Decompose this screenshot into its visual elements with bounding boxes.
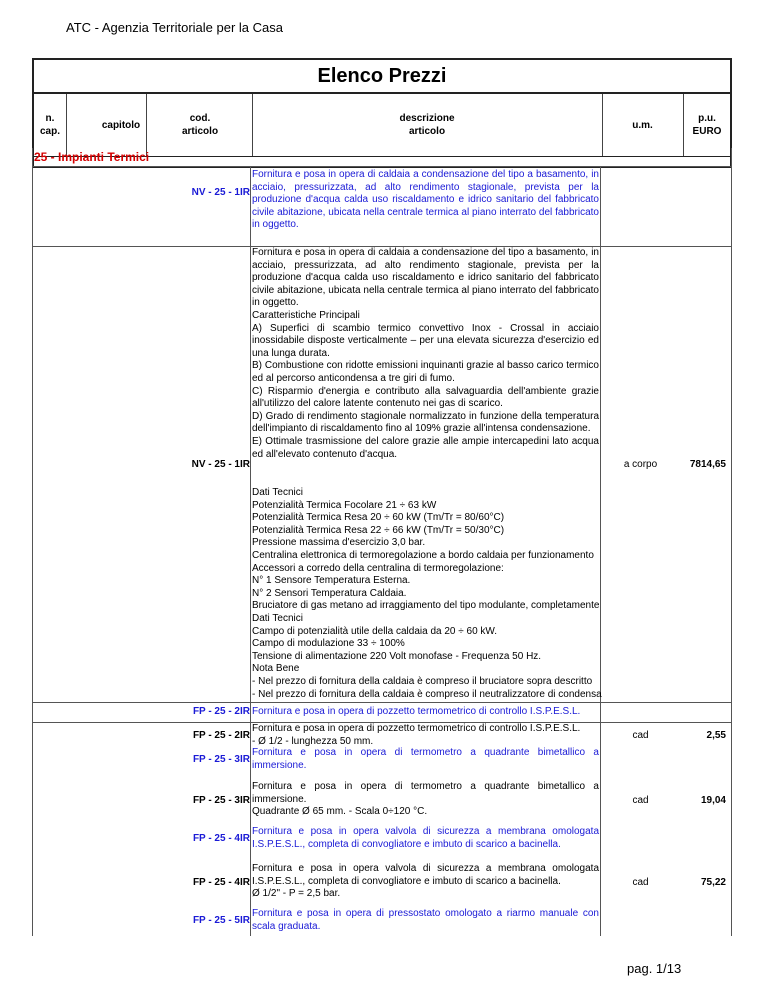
row-description: Fornitura e posa in opera valvola di sicurezza a membrana omologata I.S.P.E.S.L., completa di convogliatore e imbuto di scarico a bacinella.: [252, 826, 602, 850]
row-technical-data: Dati Tecnici Potenzialità Termica Focolare 21 ÷ 63 kW Potenzialità Termica Resa 20 ÷ 60 kW (Tm/Tr = 80/60°C) Potenzialità Termica Resa 22 ÷ 66 kW (Tm/Tr = 50/30°C) Pressione massima d'esercizio 3,0 bar. Centralina elettronica di termoregolazione a bordo caldaia per funzionamento Accessori a corredo della centralina di termoregolazione: N° 1 Sensore Temperatura Esterna. N° 2 Sensori Temperatura Caldaia. Bruciatore di gas metano ad irraggiamento del tipo modulante, completamente Dati Tecnici Campo di potenzialità utile della caldaia da 20 ÷ 60 kW. Campo di modulazione 33 ÷ 100% Tensione di alimentazione 220 Volt monofase - Frequenza 50 Hz. Nota Bene - Nel prezzo di fornitura della caldaia è compreso il bruciatore sopra descritto - Nel prezzo di fornitura della caldaia è compreso il neutralizzatore di condensa: [252, 487, 602, 700]
row-code: FP - 25 - 2IR: [192, 706, 250, 717]
row-pu: 2,55: [706, 730, 726, 741]
row-code: FP - 25 - 3IR: [192, 754, 250, 765]
desc-left-border: [250, 166, 251, 936]
col-descrizione: descrizione articolo: [399, 113, 455, 137]
row-pu: 7814,65: [689, 459, 726, 470]
row-description: Fornitura e posa in opera di pozzetto termometrico di controllo I.S.P.E.S.L.: [252, 706, 581, 717]
row-description: Fornitura e posa in opera di termometro a quadrante bimetallico a immersione. Quadrante Ø 65 mm. - Scala 0÷120 °C.: [252, 781, 599, 818]
row-description: Fornitura e posa in opera di caldaia a condensazione del tipo a basamento, in acciaio, pressurizzata, ad alto rendimento stagionale, prevista per la produzione d'acqua calda uso riscaldamento e idrico sanitario del fabbricato civile abitazione, ubicata nella centrale termica al piano interrato del fabbricato in oggetto. Caratteristiche Principali A) Superfici di scambio termico convettivo Inox - Crossal in acciaio inossidabile disposte verticalmente – per una elevata sicurezza d'esercizio ed una lunga durata. B) Combustione con ridotte emissioni inquinanti grazie al basso carico termico ed al percorso anticondensa a tre giri di fumo. C) Risparmio d'energia e contributo alla salvaguardia dell'ambiente grazie all'utilizzo del calore latente contenuto nei gas di scarico. D) Grado di rendimento stagionale normalizzato in funzione della temperatura dell'impianto di riscaldamento fino al 109% grazie all'intensa condensazione. E) Ottimale trasmissione del calore grazie alle ampie intercapedini lato acqua ed all'elevato contenuto d'acqua.: [252, 247, 599, 460]
row-code: FP - 25 - 4IR: [192, 833, 250, 844]
row-pu: 19,04: [700, 795, 726, 806]
row-code: NV - 25 - 1IR: [191, 187, 250, 198]
chapter-row: [32, 148, 732, 166]
row-um: cad: [632, 795, 649, 806]
row-um: cad: [632, 730, 649, 741]
table-left-border: [32, 148, 33, 936]
row-code: NV - 25 - 1IR: [191, 459, 250, 470]
chapter-label: 25 - Impianti Termici: [34, 150, 150, 164]
organization-header: ATC - Agenzia Territoriale per la Casa: [66, 20, 284, 35]
row-um: cad: [632, 877, 649, 888]
row-description: Fornitura e posa in opera valvola di sicurezza a membrana omologata I.S.P.E.S.L., completa di convogliatore e imbuto di scarico a bacinella. Ø 1/2" - P = 2,5 bar.: [252, 863, 599, 900]
row-description: Fornitura e posa in opera di caldaia a condensazione del tipo a basamento, in acciaio, pressurizzata, ad alto rendimento stagionale, prevista per la produzione d'acqua calda uso riscaldamento e idrico sanitario del fabbricato civile abitazione, ubicata nella centrale termica al piano interrato del fabbricato in oggetto.: [252, 169, 602, 231]
col-cod-articolo: cod. articolo: [181, 113, 219, 137]
table-right-border: [731, 148, 732, 936]
row-pu: 75,22: [700, 877, 726, 888]
col-pu: p.u. EURO: [692, 113, 722, 137]
col-capitolo: capitolo: [101, 119, 141, 131]
row-description: Fornitura e posa in opera di pozzetto termometrico di controllo I.S.P.E.S.L. - Ø 1/2 - lunghezza 50 mm.: [252, 723, 581, 747]
row-code: FP - 25 - 3IR: [192, 795, 250, 806]
row-divider: [32, 166, 732, 167]
page-title: Elenco Prezzi: [317, 65, 447, 87]
page-number: pag. 1/13: [627, 961, 682, 976]
row-um: a corpo: [623, 459, 658, 470]
row-divider: [32, 702, 732, 703]
row-description: Fornitura e posa in opera di termometro a quadrante bimetallico a immersione.: [252, 747, 602, 771]
row-code: FP - 25 - 5IR: [192, 915, 250, 926]
col-um: u.m.: [632, 119, 653, 131]
col-n-cap: n. cap.: [39, 113, 60, 137]
row-code: FP - 25 - 2IR: [192, 730, 250, 741]
row-code: FP - 25 - 4IR: [192, 877, 250, 888]
row-description: Fornitura e posa in opera di pressostato omologato a riarmo manuale con scala graduata.: [252, 908, 602, 932]
